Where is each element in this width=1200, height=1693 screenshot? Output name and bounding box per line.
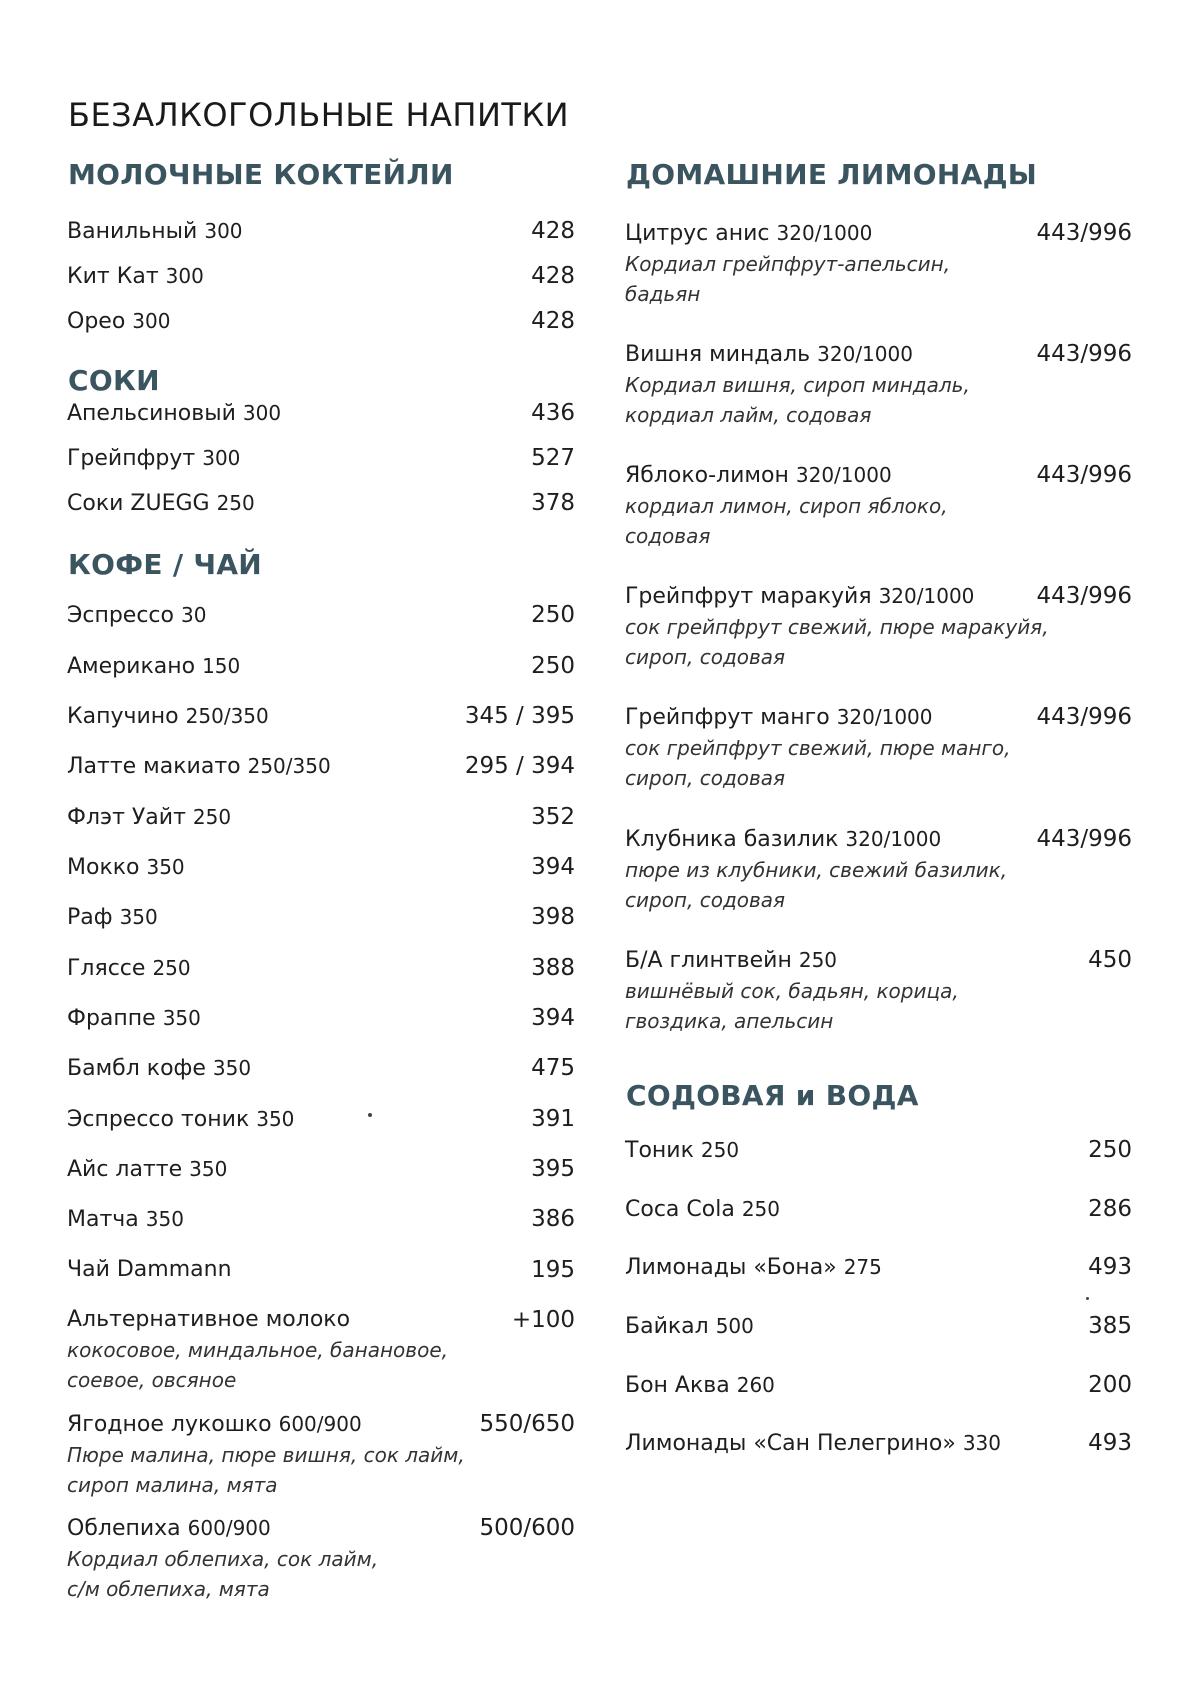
item-title: Гляссе (67, 956, 146, 981)
menu-item (625, 704, 1132, 793)
item-volume: 300 (242, 401, 282, 425)
item-description: сироп, содовая (625, 645, 786, 669)
item-price: 428 (531, 263, 575, 289)
menu-item (67, 490, 575, 517)
item-title: Байкал (625, 1314, 709, 1339)
item-title: Эспрессо (67, 603, 174, 628)
item-volume: 250 (152, 956, 191, 980)
item-volume: 275 (843, 1255, 882, 1279)
menu-item (67, 804, 575, 831)
menu-item (625, 1254, 1132, 1281)
item-volume: 600/900 (187, 1516, 271, 1540)
menu-item (67, 854, 575, 881)
item-title: Грейпфрут (67, 446, 196, 471)
item-price: 443/996 (1036, 220, 1132, 246)
item-name (67, 955, 575, 982)
menu-item (67, 753, 575, 780)
item-description: сок грейпфрут свежий, пюре манго, (625, 736, 1011, 760)
item-price: 493 (1088, 1254, 1132, 1280)
item-description: соевое, овсяное (67, 1368, 237, 1392)
item-name (625, 1313, 1132, 1340)
menu-item (67, 1307, 575, 1395)
item-title: Фраппе (67, 1006, 156, 1031)
item-description: кордиал лайм, содовая (625, 403, 872, 427)
item-price: 436 (531, 400, 575, 426)
item-volume: 350 (146, 855, 185, 879)
item-price: 250 (531, 653, 575, 679)
menu-item (625, 1313, 1132, 1340)
item-name (625, 947, 1132, 974)
item-volume: 350 (256, 1107, 295, 1131)
item-description: сироп, содовая (625, 888, 786, 912)
menu-item (625, 462, 1132, 551)
section-title-milkshakes: МОЛОЧНЫЕ КОКТЕЙЛИ (68, 158, 454, 191)
item-volume: 300 (165, 264, 204, 288)
item-title: Грейпфрут манго (625, 705, 830, 730)
item-name (67, 904, 575, 931)
item-volume: 320/1000 (795, 463, 892, 487)
item-price: 378 (531, 490, 575, 516)
item-volume: 250/350 (185, 704, 269, 728)
scan-speck (368, 1113, 372, 1117)
item-price: 295 / 394 (464, 753, 575, 779)
item-name (67, 653, 575, 680)
item-price: 385 (1088, 1313, 1132, 1339)
item-volume: 330 (962, 1431, 1002, 1455)
item-price: 527 (531, 445, 575, 471)
item-price: 475 (531, 1055, 575, 1081)
item-price: 388 (531, 955, 575, 981)
item-volume: 350 (189, 1157, 228, 1181)
item-title: Лимонады «Бона» (625, 1255, 837, 1280)
item-volume: 320/1000 (845, 827, 942, 851)
item-price: 443/996 (1036, 583, 1132, 609)
item-title: Латте макиато (67, 754, 241, 779)
item-title: Лимонады «Сан Пелегрино» (625, 1431, 956, 1456)
item-price: 352 (531, 804, 575, 830)
item-name (67, 804, 575, 831)
item-volume: 320/1000 (836, 705, 933, 729)
menu-item (67, 1515, 575, 1604)
item-name (67, 1106, 575, 1133)
item-title: Б/А глинтвейн (625, 948, 792, 973)
item-volume: 260 (736, 1373, 775, 1397)
item-title: Ванильный (67, 219, 198, 244)
item-volume: 320/1000 (878, 584, 975, 608)
item-price: 500/600 (479, 1515, 575, 1541)
item-price: 550/650 (479, 1411, 575, 1437)
item-title: Американо (67, 654, 196, 679)
item-name (67, 308, 575, 335)
menu-item (67, 955, 575, 982)
item-title: Апельсиновый (67, 401, 243, 426)
menu-item (67, 1411, 575, 1500)
item-name (625, 1430, 1132, 1457)
item-name (67, 400, 575, 427)
item-title: Вишня миндаль (625, 342, 811, 367)
item-name (67, 602, 575, 629)
menu-item (625, 341, 1132, 430)
menu-item (67, 1106, 575, 1133)
item-description: вишнёвый сок, бадьян, корица, (625, 979, 959, 1003)
item-volume: 300 (204, 219, 243, 243)
item-title: Кит Кат (67, 264, 159, 289)
item-title: Капучино (67, 704, 179, 729)
menu-item (625, 1196, 1132, 1223)
item-title: Тоник (625, 1138, 694, 1163)
item-description: сироп малина, мята (67, 1473, 278, 1497)
item-description: бадьян (625, 282, 701, 306)
section-title-coffee-tea: КОФЕ / ЧАЙ (68, 548, 263, 581)
item-description: кокосовое, миндальное, банановое, (67, 1338, 448, 1362)
item-name (67, 218, 575, 245)
item-price: 493 (1088, 1430, 1132, 1456)
item-title: Альтернативное молоко (67, 1307, 351, 1332)
item-name (67, 445, 575, 472)
item-title: Раф (67, 905, 113, 930)
item-name (67, 490, 575, 517)
item-price: 345 / 395 (464, 703, 575, 729)
item-name (67, 1156, 575, 1183)
item-title: Грейпфрут маракуйя (625, 584, 872, 609)
item-price: 443/996 (1036, 341, 1132, 367)
item-description: с/м облепиха, мята (67, 1577, 270, 1601)
scan-speck (1086, 1297, 1089, 1300)
menu-item (67, 1206, 575, 1233)
menu-item (625, 1372, 1132, 1399)
item-title: Орео (67, 309, 126, 334)
menu-item (67, 445, 575, 472)
menu-item (625, 583, 1132, 672)
item-description: содовая (625, 524, 711, 548)
item-title: Бамбл кофе (67, 1056, 206, 1081)
menu-item (67, 400, 575, 427)
item-description: Кордиал вишня, сироп миндаль, (625, 373, 970, 397)
item-description: пюре из клубники, свежий базилик, (625, 858, 1008, 882)
item-description: кордиал лимон, сироп яблоко, (625, 494, 948, 518)
menu-item (67, 602, 575, 629)
item-title: Эспрессо тоник (67, 1107, 250, 1132)
item-price: 394 (531, 854, 575, 880)
menu-item (67, 263, 575, 290)
item-name (625, 1137, 1132, 1164)
item-description: гвоздика, апельсин (625, 1009, 834, 1033)
item-price: 286 (1088, 1196, 1132, 1222)
item-volume: 250 (216, 491, 255, 515)
menu-item (625, 220, 1132, 309)
item-title: Соки ZUEGG (67, 491, 217, 516)
item-description: сок грейпфрут свежий, пюре маракуйя, (625, 615, 1049, 639)
menu-item (67, 308, 575, 335)
item-volume: 250 (700, 1138, 740, 1162)
item-name (67, 1307, 575, 1333)
item-title: Ягодное лукошко (67, 1412, 272, 1437)
item-name (67, 1055, 575, 1082)
item-title: Матча (67, 1207, 139, 1232)
item-price: 391 (531, 1106, 575, 1132)
item-title: Флэт Уайт (67, 805, 186, 830)
item-title: Бон Аква (625, 1373, 730, 1398)
item-title: Coca Cola (625, 1197, 735, 1222)
item-title: Клубника базилик (625, 827, 839, 852)
item-price: 195 (531, 1257, 575, 1283)
menu-item (625, 1137, 1132, 1164)
item-title: Яблоко-лимон (625, 463, 789, 488)
menu-item (67, 1005, 575, 1032)
item-price: 398 (531, 904, 575, 930)
menu-item (67, 904, 575, 931)
item-name (625, 1254, 1132, 1281)
section-title-homemade-lemonades: ДОМАШНИЕ ЛИМОНАДЫ (626, 158, 1038, 191)
item-price: 428 (531, 218, 575, 244)
item-volume: 350 (145, 1207, 184, 1231)
item-name (67, 1206, 575, 1233)
item-volume: 320/1000 (776, 221, 873, 245)
menu-item (67, 1257, 575, 1283)
item-name (67, 1257, 575, 1283)
item-name (67, 263, 575, 290)
item-title: Облепиха (67, 1516, 181, 1541)
menu-item (67, 653, 575, 680)
page-title: БЕЗАЛКОГОЛЬНЫЕ НАПИТКИ (68, 96, 570, 134)
item-volume: 350 (212, 1056, 252, 1080)
item-volume: 150 (202, 654, 241, 678)
item-title: Чай Dammann (67, 1257, 232, 1282)
item-name (67, 854, 575, 881)
item-volume: 350 (162, 1006, 201, 1030)
item-description: Кордиал грейпфрут-апельсин, (625, 252, 951, 276)
item-price: 443/996 (1036, 826, 1132, 852)
item-volume: 500 (715, 1314, 754, 1338)
item-volume: 320/1000 (817, 342, 913, 366)
item-title: Цитрус анис (625, 221, 770, 246)
item-description: сироп, содовая (625, 766, 786, 790)
item-price: 443/996 (1036, 704, 1132, 730)
menu-item (625, 826, 1132, 915)
item-title: Айс латте (67, 1157, 183, 1182)
menu-item (625, 1430, 1132, 1457)
item-volume: 300 (202, 446, 241, 470)
section-title-soda-water: СОДОВАЯ и ВОДА (626, 1079, 919, 1112)
item-price: 250 (1088, 1137, 1132, 1163)
item-price: 450 (1088, 947, 1132, 973)
item-volume: 350 (119, 905, 158, 929)
item-price: 250 (531, 602, 575, 628)
item-name (625, 1196, 1132, 1223)
item-name (67, 1005, 575, 1032)
menu-item (67, 1055, 575, 1082)
item-description: Кордиал облепиха, сок лайм, (67, 1547, 379, 1571)
item-volume: 30 (181, 603, 207, 627)
item-price: 394 (531, 1005, 575, 1031)
item-volume: 600/900 (278, 1412, 362, 1436)
item-title: Мокко (67, 855, 140, 880)
item-price: 428 (531, 308, 575, 334)
item-name (625, 1372, 1132, 1399)
item-volume: 250 (741, 1197, 780, 1221)
item-price: 443/996 (1036, 462, 1132, 488)
menu-item (67, 1156, 575, 1183)
item-price: +100 (511, 1307, 575, 1333)
item-volume: 250/350 (247, 754, 331, 778)
item-description: Пюре малина, пюре вишня, сок лайм, (67, 1443, 465, 1467)
menu-item (625, 947, 1132, 1036)
item-price: 200 (1088, 1372, 1132, 1398)
menu-item (67, 703, 575, 730)
item-price: 386 (531, 1206, 575, 1232)
item-volume: 250 (798, 948, 838, 972)
item-price: 395 (531, 1156, 575, 1182)
menu-item (67, 218, 575, 245)
item-volume: 300 (132, 309, 171, 333)
section-title-juices: СОКИ (68, 364, 160, 397)
item-volume: 250 (192, 805, 232, 829)
